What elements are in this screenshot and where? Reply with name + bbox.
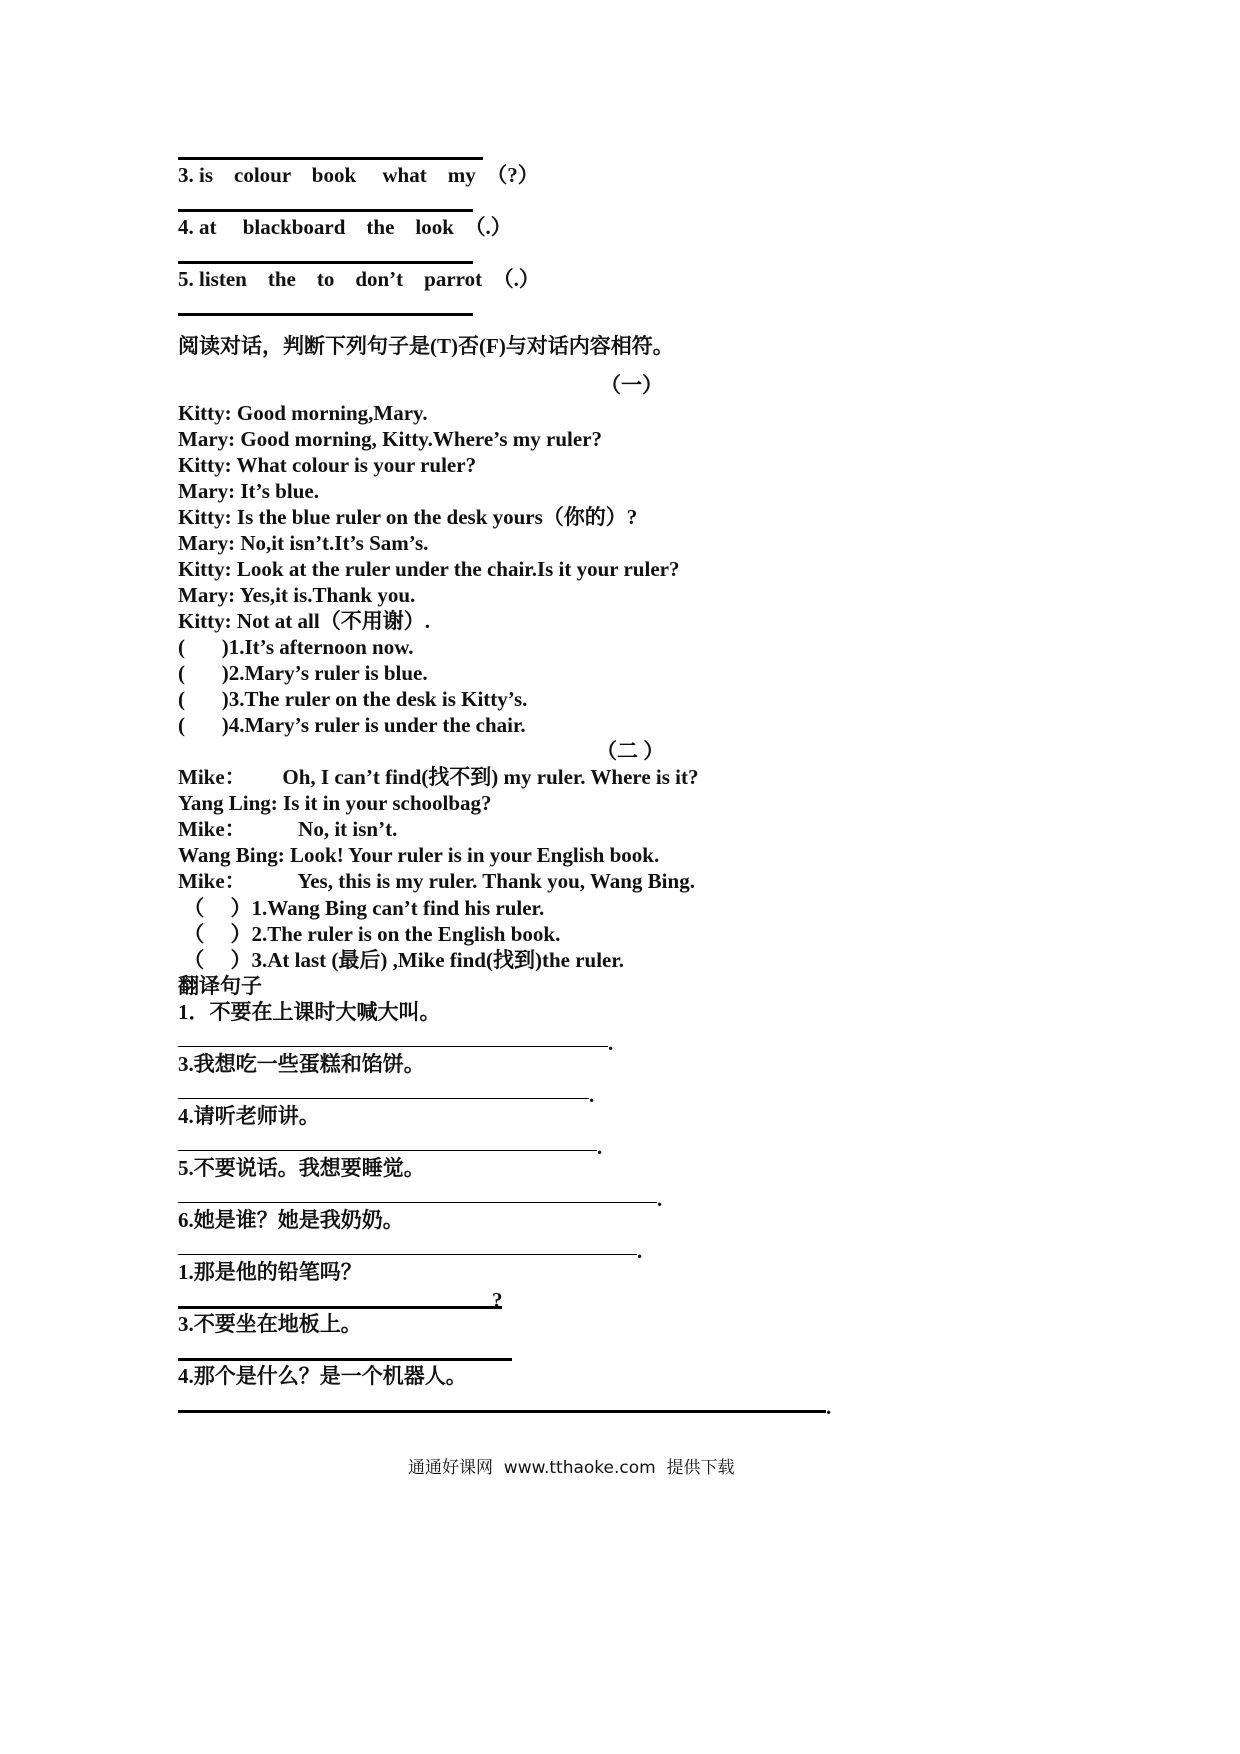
tf-question: （ ）2.The ruler is on the English book. bbox=[178, 922, 561, 946]
reading-instruction: 阅读对话，判断下列句子是(T)否(F)与对话内容相符。 bbox=[178, 334, 674, 358]
tf-question: ( )4.Mary’s ruler is under the chair. bbox=[178, 713, 526, 737]
translate-item: 5.不要说话。我想要睡觉。 bbox=[178, 1156, 425, 1180]
answer-line bbox=[178, 1202, 657, 1203]
answer-line bbox=[178, 1046, 608, 1047]
answer-line bbox=[178, 1410, 826, 1413]
translate-item: 3.我想吃一些蛋糕和馅饼。 bbox=[178, 1052, 425, 1076]
translate-item: 1．不要在上课时大喊大叫。 bbox=[178, 1000, 441, 1024]
tf-question: ( )2.Mary’s ruler is blue. bbox=[178, 661, 428, 685]
translate-item: 6.她是谁？她是我奶奶。 bbox=[178, 1208, 404, 1232]
section-heading: 翻译句子 bbox=[178, 974, 262, 998]
answer-line bbox=[178, 1306, 502, 1309]
dialogue-line: Kitty: Good morning,Mary. bbox=[178, 401, 428, 425]
dialogue-line: Kitty: Look at the ruler under the chair.Is it your ruler? bbox=[178, 557, 680, 581]
answer-line bbox=[178, 209, 473, 212]
translate-item: 1.那是他的铅笔吗？ bbox=[178, 1260, 362, 1284]
dialogue-line: Mary: Yes,it is.Thank you. bbox=[178, 583, 416, 607]
translate-item: 4.请听老师讲。 bbox=[178, 1104, 320, 1128]
translate-item: 3.不要坐在地板上。 bbox=[178, 1312, 362, 1336]
dialogue-line: Mary: It’s blue. bbox=[178, 479, 319, 503]
scramble-item: 3. is colour book what my （?） bbox=[178, 163, 539, 187]
answer-line bbox=[178, 261, 473, 264]
answer-line bbox=[178, 1098, 589, 1099]
scramble-item: 5. listen the to don’t parrot （.） bbox=[178, 267, 540, 291]
tf-question: （ ）1.Wang Bing can’t find his ruler. bbox=[178, 896, 545, 920]
dialogue-line: Kitty: Is the blue ruler on the desk yours（你的）? bbox=[178, 505, 638, 529]
answer-end-mark: . bbox=[608, 1031, 614, 1055]
dialogue-line: Mike： No, it isn’t. bbox=[178, 817, 398, 841]
answer-end-mark: . bbox=[597, 1135, 603, 1159]
tf-question: ( )3.The ruler on the desk is Kitty’s. bbox=[178, 687, 528, 711]
answer-line bbox=[178, 313, 473, 316]
answer-end-mark: . bbox=[826, 1395, 832, 1419]
answer-line bbox=[178, 157, 483, 160]
answer-end-mark: . bbox=[637, 1239, 643, 1263]
dialogue-line: Mary: Good morning, Kitty.Where’s my ruler? bbox=[178, 427, 603, 451]
part-label: （二 ） bbox=[596, 739, 665, 763]
dialogue-line: Wang Bing: Look! Your ruler is in your English book. bbox=[178, 843, 660, 867]
dialogue-line: Mary: No,it isn’t.It’s Sam’s. bbox=[178, 531, 429, 555]
answer-line bbox=[178, 1358, 512, 1361]
dialogue-line: Kitty: Not at all（不用谢）. bbox=[178, 609, 430, 633]
translate-item: 4.那个是什么？是一个机器人。 bbox=[178, 1364, 467, 1388]
answer-line bbox=[178, 1150, 597, 1151]
tf-question: ( )1.It’s afternoon now. bbox=[178, 635, 414, 659]
answer-end-mark: ? bbox=[492, 1288, 503, 1312]
answer-end-mark: . bbox=[657, 1187, 663, 1211]
dialogue-line: Yang Ling: Is it in your schoolbag? bbox=[178, 791, 492, 815]
answer-line bbox=[178, 1254, 637, 1255]
dialogue-line: Mike： Yes, this is my ruler. Thank you, Wang Bing. bbox=[178, 869, 695, 893]
answer-end-mark: . bbox=[589, 1083, 595, 1107]
tf-question: （ ）3.At last (最后) ,Mike find(找到)the ruler. bbox=[178, 948, 625, 972]
dialogue-line: Kitty: What colour is your ruler? bbox=[178, 453, 477, 477]
part-label: （一） bbox=[600, 373, 663, 397]
dialogue-line: Mike： Oh, I can’t find(找不到) my ruler. Where is it? bbox=[178, 765, 699, 789]
scramble-item: 4. at blackboard the look （.） bbox=[178, 215, 512, 239]
footer-note: 通通好课网 www.tthaoke.com 提供下载 bbox=[408, 1458, 735, 1478]
